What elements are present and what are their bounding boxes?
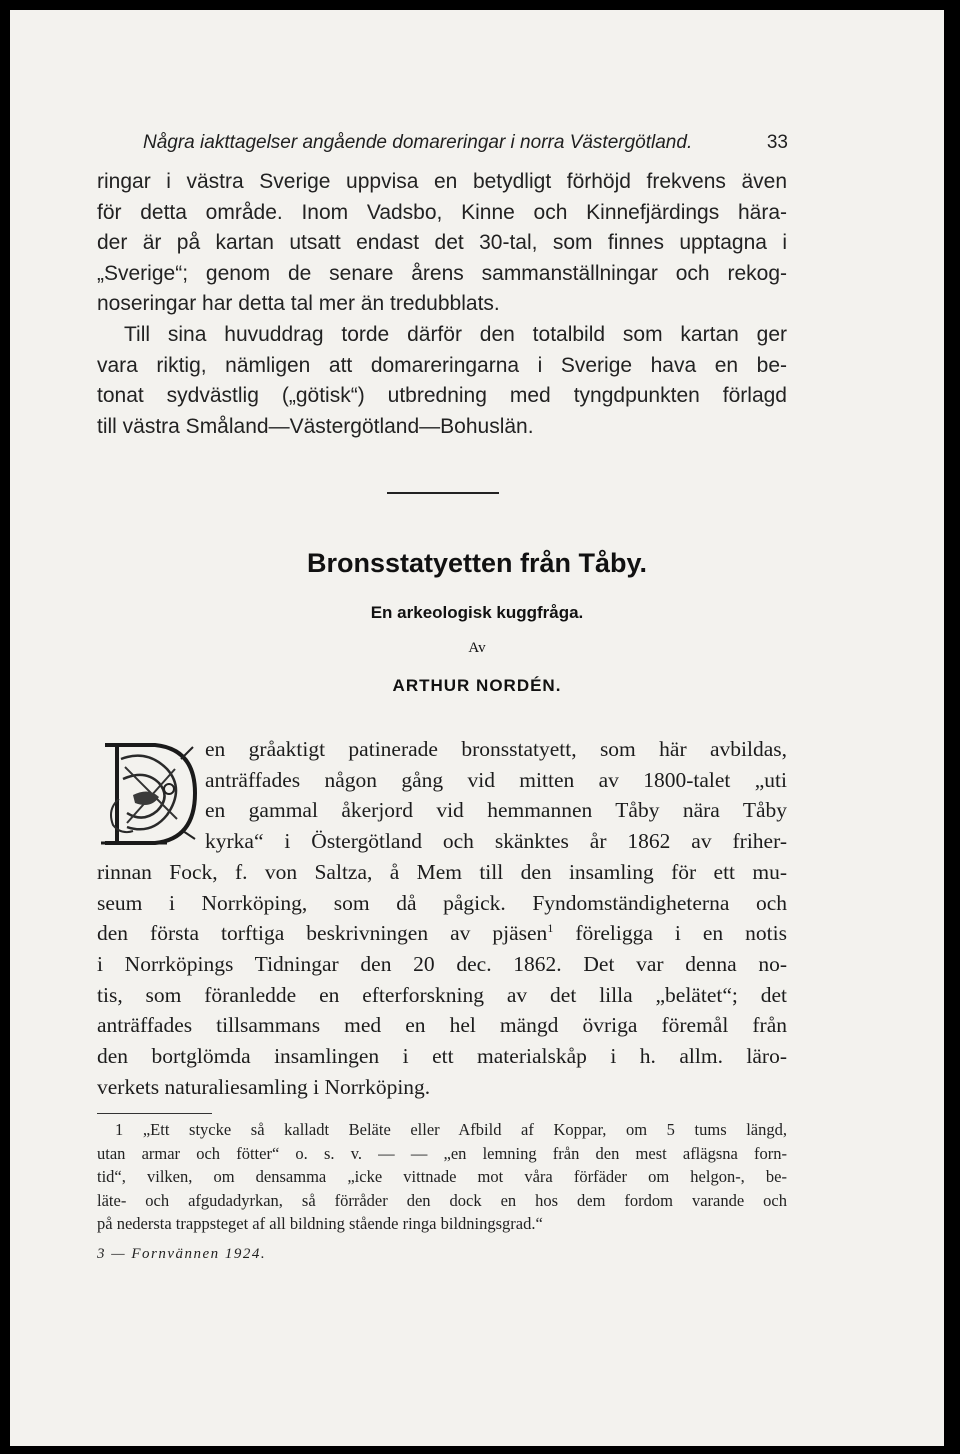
running-header (143, 130, 788, 156)
footnote-text: „Ett stycke så kalladt Beläte eller Afbild af Koppar, om 5 tums längd, (142, 1120, 788, 1139)
footnote-marker: 1 (115, 1120, 124, 1139)
text-line: rinnan Fock, f. von Saltza, å Mem till den insamling för ett mu- (97, 860, 787, 884)
article-title: Bronsstatyetten från Tåby. (306, 548, 648, 578)
text-line: den bortglömda insamlingen i ett materialskåp i h. allm. läro- (97, 1044, 787, 1069)
text-line: kyrka“ i Östergötland och skänktes år 1862 av friher- (205, 829, 787, 854)
intro-paragraph (97, 167, 787, 320)
text-line: en gråaktigt patinerade bronsstatyett, som här avbildas, (205, 737, 787, 761)
text-line: anträffades tillsammans med en hel mängd övriga föremål från (97, 1013, 787, 1038)
section-divider (387, 492, 499, 494)
text-line: seum i Norrköping, som då pågick. Fyndomständigheterna och (97, 890, 787, 915)
signature-mark: 3 — Fornvännen 1924. (97, 1246, 267, 1262)
footnote (97, 1118, 787, 1236)
text-line: anträffades någon gång vid mitten av 1800-talet „uti (205, 767, 787, 792)
footnote-line: läte- och afgudadyrkan, så förråder den dock en hos dem fordom varande och (97, 1190, 787, 1210)
footnote-line: på nedersta trappsteget af all bildning stående ringa bildningsgrad.“ (97, 1214, 543, 1233)
footnote-divider (97, 1113, 212, 1114)
text-line: Till sina huvuddrag torde därför den totalbild som kartan ger (124, 323, 787, 346)
text-line: ringar i västra Sverige uppvisa en betydligt förhöjd frekvens även (97, 170, 787, 193)
text-segment: föreligga i en notis (553, 921, 787, 946)
page-number: 33 (766, 132, 788, 153)
text-line: i Norrköpings Tidningar den 20 dec. 1862. Det var denna no- (97, 952, 787, 977)
byline-prefix: Av (468, 640, 486, 656)
text-line: noseringar har detta tal mer än tredubblats. (97, 292, 500, 315)
body-paragraph (97, 857, 787, 1103)
footnote-line: tid“, vilken, om densamma „icke vittnade mot våra förfäder om helgon-, be- (97, 1167, 787, 1186)
text-line-with-footnote (97, 918, 787, 949)
text-line: tis, som föranledde en efterforskning av det lilla „belätet“; det (97, 982, 787, 1007)
text-line: verkets naturaliesamling i Norrköping. (97, 1074, 431, 1099)
article-subtitle: En arkeologisk kuggfråga. (370, 603, 584, 622)
second-paragraph (97, 320, 787, 442)
text-line: tonat sydvästlig („götisk“) utbredning med tyngdpunkten förlagd (97, 384, 787, 407)
book-page (10, 10, 944, 1446)
author-name: ARTHUR NORDÉN. (392, 676, 562, 695)
text-line: vara riktig, nämligen att domareringarna i Sverige hava en be- (97, 353, 787, 377)
body-opening (97, 734, 787, 857)
text-line: för detta område. Inom Vadsbo, Kinne och Kinnefjärdings hära- (97, 200, 787, 224)
text-line: „Sverige“; genom de senare årens sammanställningar och rekog- (97, 261, 787, 285)
footnote-reference[interactable]: 1 (547, 921, 554, 936)
running-title: Några iakttagelser angående domareringar i norra Västergötland. (143, 132, 693, 153)
text-line: der är på kartan utsatt endast det 30-tal, som finnes upptagna i (97, 231, 787, 254)
text-line: till västra Småland—Västergötland—Bohuslän. (97, 414, 534, 438)
footnote-line (97, 1118, 787, 1142)
text-segment: den första torftiga beskrivningen av pjäsen (97, 921, 548, 946)
text-line: en gammal åkerjord vid hemmannen Tåby nära Tåby (205, 798, 787, 823)
footnote-line: utan armar och fötter“ o. s. v. — — „en lemning från den mest aflägsna forn- (97, 1143, 787, 1163)
